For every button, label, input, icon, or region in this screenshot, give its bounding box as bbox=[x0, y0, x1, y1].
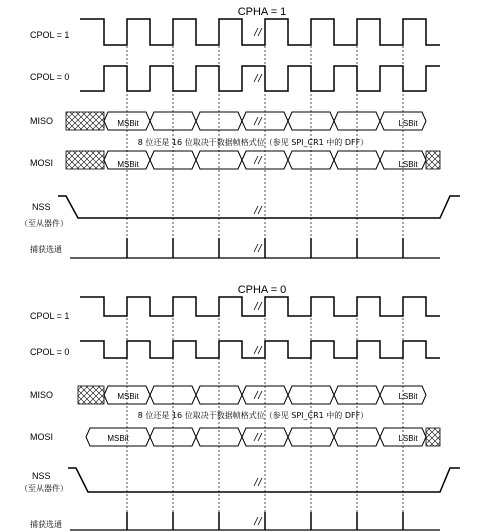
mosi-label: MOSI bbox=[30, 158, 54, 168]
cpol1-label: CPOL = 1 bbox=[30, 30, 70, 40]
miso-msb-label: MSBit bbox=[117, 392, 139, 401]
undefined-data-region bbox=[426, 428, 440, 446]
mosi-bus bbox=[86, 428, 440, 446]
panel-cpha0 bbox=[20, 284, 460, 530]
miso-lsb-label: LSBit bbox=[398, 119, 418, 128]
panel-cpha1 bbox=[20, 6, 460, 258]
mosi-lsb-label: LSBit bbox=[398, 434, 418, 443]
capture-strobes bbox=[70, 238, 440, 258]
break-mark bbox=[254, 517, 262, 525]
break-mark bbox=[254, 117, 262, 125]
break-mark bbox=[254, 156, 262, 164]
cpol1-label: CPOL = 1 bbox=[30, 311, 70, 321]
undefined-data-region bbox=[66, 112, 104, 130]
dff-note: 8 位还是 16 位取决于数据帧格式位（参见 SPI_CR1 中的 DFF） bbox=[137, 411, 369, 420]
break-mark bbox=[254, 433, 262, 441]
miso-msb-label: MSBit bbox=[117, 119, 139, 128]
nss-label: NSS bbox=[32, 202, 51, 212]
break-mark bbox=[254, 391, 262, 399]
capture-strobes bbox=[70, 512, 440, 530]
mosi-msb-label: MSBit bbox=[107, 434, 129, 443]
break-mark bbox=[254, 302, 262, 310]
undefined-data-region bbox=[426, 151, 440, 169]
miso-label: MISO bbox=[30, 116, 54, 126]
nss-label: NSS bbox=[32, 471, 51, 481]
break-mark bbox=[254, 206, 262, 214]
miso-label: MISO bbox=[30, 390, 54, 400]
cpol0-label: CPOL = 0 bbox=[30, 347, 70, 357]
panel-title: CPHA = 1 bbox=[237, 6, 287, 18]
undefined-data-region bbox=[66, 151, 104, 169]
nss-sublabel: （至从器件） bbox=[20, 484, 68, 493]
undefined-data-region bbox=[78, 386, 104, 404]
mosi-msb-label: MSBit bbox=[117, 160, 139, 169]
break-mark bbox=[254, 28, 262, 36]
capture-strobe-label: 捕获选通 bbox=[30, 520, 62, 529]
break-mark bbox=[254, 244, 262, 252]
break-mark bbox=[254, 74, 262, 82]
mosi-lsb-label: LSBit bbox=[398, 160, 418, 169]
dff-note: 8 位还是 16 位取决于数据帧格式位（参见 SPI_CR1 中的 DFF） bbox=[137, 138, 369, 147]
cpol0-label: CPOL = 0 bbox=[30, 72, 70, 82]
break-mark bbox=[254, 346, 262, 354]
break-mark bbox=[254, 478, 262, 486]
panel-title: CPHA = 0 bbox=[237, 284, 287, 296]
nss-waveform bbox=[58, 196, 460, 218]
miso-lsb-label: LSBit bbox=[398, 392, 418, 401]
nss-sublabel: （至从器件） bbox=[20, 219, 68, 228]
capture-strobe-label: 捕获选通 bbox=[30, 245, 62, 254]
mosi-label: MOSI bbox=[30, 432, 54, 442]
